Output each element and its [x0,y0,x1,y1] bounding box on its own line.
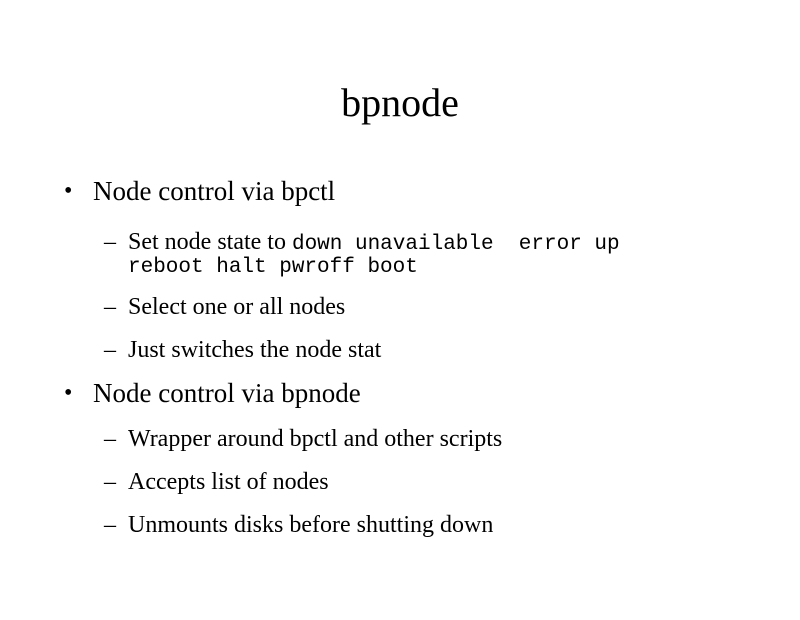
sub-bullet-text: Accepts list of nodes [128,469,329,495]
bullet-icon: • [64,178,73,204]
dash-icon: – [104,512,116,538]
state-list-code: down unavailable error up [291,233,620,256]
sub-bullet-text: Set node state to [128,229,292,255]
dash-icon: – [104,294,116,320]
slide-title: bpnode [341,80,459,125]
bullet-icon: • [64,380,73,406]
state-list-code-cont: reboot halt pwroff boot [128,256,418,279]
bullet-text: Node control via bpctl [93,176,336,206]
sub-bullet-text: Wrapper around bpctl and other scripts [128,426,503,452]
dash-icon: – [104,337,116,363]
sub-bullet-text: Select one or all nodes [128,294,346,320]
sub-bullet-text: Just switches the node stat [128,337,382,363]
dash-icon: – [104,469,116,495]
dash-icon: – [104,426,116,452]
bullet-text: Node control via bpnode [93,378,361,408]
dash-icon: – [104,229,116,255]
sub-bullet-text: Unmounts disks before shutting down [128,512,494,538]
